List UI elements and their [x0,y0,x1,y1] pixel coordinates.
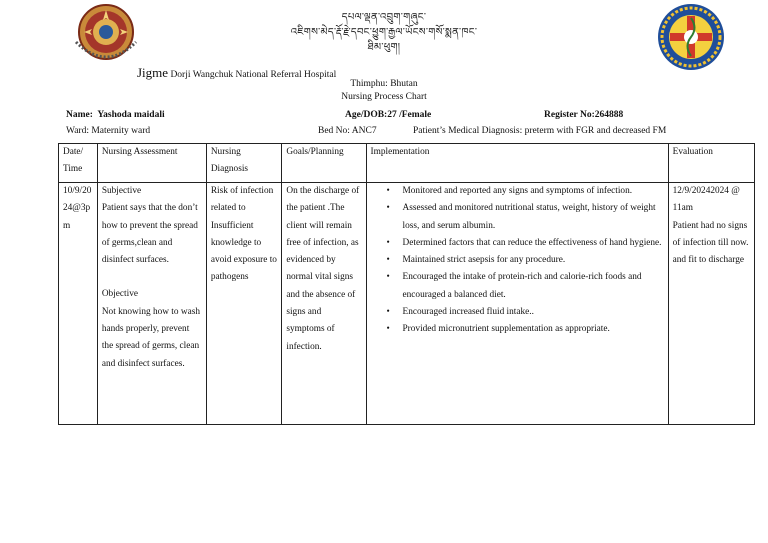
header-tibetan-line-3: ཐིམ་ཕུག། [367,42,401,53]
list-item: • Provided micronutrient supplementation as appropriate. [403,321,664,338]
list-item: • Encouraged the intake of protein-rich and calorie-rich foods and encouraged a balanced diet. [403,269,664,304]
cell-evaluation: 12/9/20242024 @ 11am Patient had no signs of infection till now. and fit to discharge [668,183,754,425]
patient-bed: Bed No: ANC7 [318,126,377,136]
hospital-name-rest: Dorji Wangchuk National Referral Hospital [168,70,337,80]
government-emblem-icon [70,2,146,74]
header-goals-planning: Goals/Planning [282,144,366,183]
header-tibetan-line-1: དཔལ་ལྡན་འབྲུག་གཞུང་ [341,12,427,23]
implementation-list [371,183,664,339]
table-header-row [59,144,755,183]
hospital-location: Thimphu: Bhutan [350,79,418,89]
header-tibetan-line-2: འཇིགས་མེད་རྡོ་རྗེ་དབང་ཕྱུག་རྒྱལ་ཡོངས་གསོ་སྨན་ཁང་ [290,27,478,38]
assessment-subjective-text: Patient says that the don’t how to prevent the spread of germs,clean and disinfect surfaces. [101,203,198,266]
patient-medical-diagnosis: Patient’s Medical Diagnosis: preterm with FGR and decreased FM [413,126,667,136]
cell-goals-planning: On the discharge of the patient .The client will remain free of infection, as evidenced by normal vital signs and the absence of signs and symptoms of infection. [282,183,366,425]
patient-age-dob: Age/DOB:27 /Female [345,110,432,120]
header-nursing-assessment: Nursing Assessment [97,144,206,183]
page-title: Nursing Process Chart [341,92,427,102]
table-row [59,183,755,425]
hospital-crest-icon [656,2,726,72]
assessment-subjective-label: Subjective [101,186,142,196]
patient-ward: Ward: Maternity ward [66,126,151,136]
header-implementation: Implementation [366,144,668,183]
header-evaluation: Evaluation [668,144,754,183]
assessment-objective-label: Objective [101,289,138,300]
list-item: • Determined factors that can reduce the effectiveness of hand hygiene. [403,235,664,252]
nursing-process-table [58,143,755,425]
cell-date-time: 10/9/20 24@3p m [59,183,98,425]
header-date-time: Date/ Time [59,144,98,183]
assessment-objective-text: Not knowing how to wash hands properly, prevent the spread of germs, clean and disinfect surfaces. [101,306,200,369]
patient-name-row [66,110,165,120]
list-item: • Encouraged increased fluid intake.. [403,304,664,321]
cell-nursing-assessment [97,183,206,425]
list-item: • Monitored and reported any signs and symptoms of infection. [403,183,664,200]
cell-nursing-diagnosis: Risk of infection related to Insufficient knowledge to avoid exposure to pathogens [206,183,282,425]
patient-register-number: Register No:264888 [544,110,624,120]
cell-implementation [366,183,668,425]
list-item: • Maintained strict asepsis for any procedure. [403,252,664,269]
header-nursing-diagnosis: Nursing Diagnosis [206,144,282,183]
list-item: • Assessed and monitored nutritional status, weight, history of weight loss, and serum albumin. [403,200,664,235]
patient-name-label: Name: [66,110,93,120]
hospital-name-first: Jigme [137,65,169,80]
patient-name-value: Yashoda maidali [97,110,165,120]
